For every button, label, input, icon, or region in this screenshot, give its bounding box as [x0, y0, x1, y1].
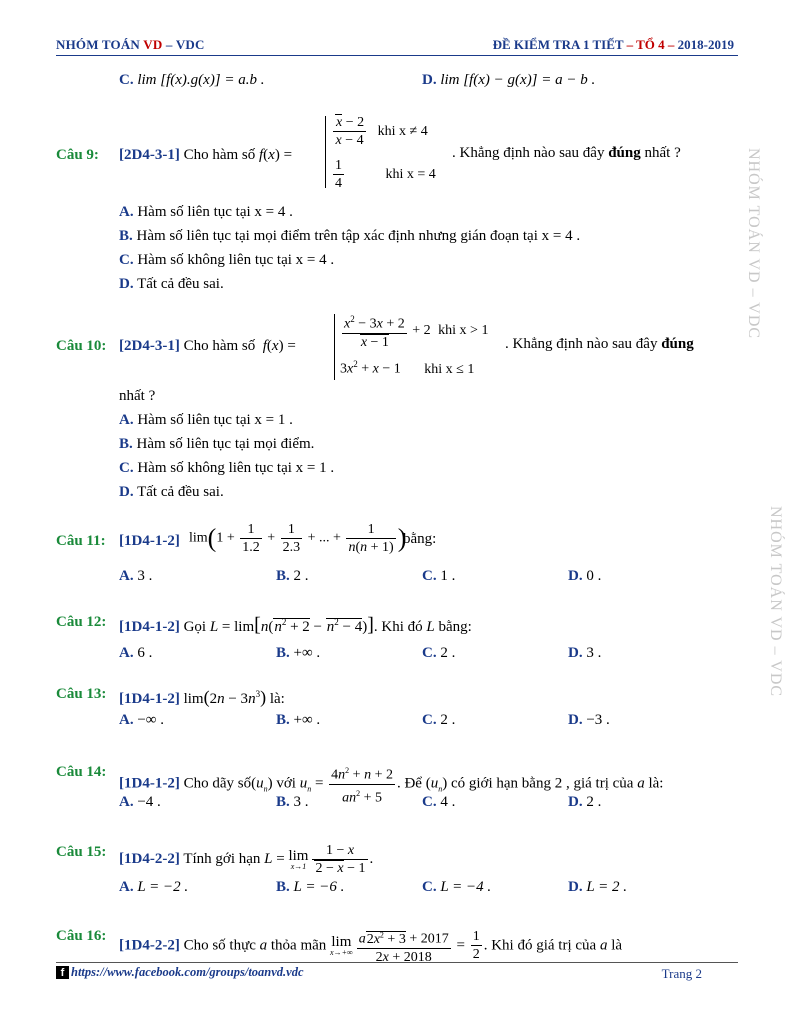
question-code: [1D4-1-2]: [119, 619, 180, 635]
question-label: Câu 10:: [56, 338, 107, 354]
q9-option-d[interactable]: D. Tất cả đều sai.: [119, 276, 224, 292]
q11-tail: bằng:: [403, 531, 437, 547]
q9-option-c[interactable]: C. Hàm số không liên tục tại x = 4 .: [119, 252, 335, 268]
q9-case2: $\frac{1}{4}$ khi x = 4: [335, 158, 436, 191]
q10-case2: $3x^2 + x - 1$ khi x ≤ 1: [340, 359, 475, 377]
q10-option-a[interactable]: A. Hàm số liên tục tại x = 1 .: [119, 412, 293, 428]
q11-option-d[interactable]: D. 0 .: [568, 568, 602, 584]
question-code: [1D4-1-2]: [119, 691, 180, 707]
q11-formula: lim(1 + $\frac{1}{1.2}$ + $\frac{1}{2.3}$ + ... + $\frac{1}{n(n + 1)}$ ): [189, 522, 407, 555]
question-label: Câu 13:: [56, 686, 107, 702]
q13-option-b[interactable]: B. +∞ .: [276, 712, 321, 728]
q9-option-a[interactable]: A. Hàm số liên tục tại x = 4 .: [119, 204, 293, 220]
watermark: NHÓM TOÁN VD – VDC: [767, 506, 784, 698]
q10-option-d[interactable]: D. Tất cả đều sai.: [119, 484, 224, 500]
q8-option-d[interactable]: D. lim [f(x) − g(x)] = a − b .: [422, 72, 596, 88]
question-label: Câu 12:: [56, 614, 107, 630]
question-code: [1D4-2-2]: [119, 850, 180, 867]
q9-option-b[interactable]: B. Hàm số liên tục tại mọi điểm trên tập xác định nhưng gián đoạn tại x = 4 .: [119, 228, 581, 244]
question-label: Câu 11:: [56, 533, 106, 549]
q9-case1: $\frac{x - 2}{x - 4}$ khi x ≠ 4: [331, 114, 428, 149]
q14-option-a[interactable]: A. −4 .: [119, 794, 161, 810]
q12-option-d[interactable]: D. 3 .: [568, 645, 602, 661]
footer-divider: [56, 962, 738, 963]
q15-option-a[interactable]: A. L = −2 .: [119, 879, 189, 895]
q14-option-b[interactable]: B. 3 .: [276, 794, 309, 810]
piecewise-brace: [325, 116, 326, 188]
header-divider: [56, 55, 738, 56]
page-number: Trang 2: [661, 966, 702, 981]
q12-option-b[interactable]: B. +∞ .: [276, 645, 321, 661]
q8-option-c-text: lim [f(x).g(x)] = a.b .: [137, 72, 265, 88]
question-code: [1D4-1-2]: [119, 533, 180, 549]
q10-case1: $\frac{x^2 - 3x + 2}{x - 1}$ + 2 khi x > 1: [340, 311, 488, 351]
q12-option-a[interactable]: A. 6 .: [119, 645, 153, 661]
q10-option-b[interactable]: B. Hàm số liên tục tại mọi điểm.: [119, 436, 315, 452]
piecewise-brace: [334, 314, 335, 380]
q13-option-d[interactable]: D. −3 .: [568, 712, 610, 728]
q13-option-c[interactable]: C. 2 .: [422, 712, 456, 728]
q14-option-d[interactable]: D. 2 .: [568, 794, 602, 810]
footer-link[interactable]: f https://www.facebook.com/groups/toanvd.vdc: [56, 965, 304, 980]
q15-option-c[interactable]: C. L = −4 .: [422, 879, 492, 895]
question-code: [2D4-3-1]: [119, 147, 180, 163]
facebook-icon: f: [56, 966, 69, 979]
q15-option-d[interactable]: D. L = 2 .: [568, 879, 628, 895]
q11-option-b[interactable]: B. 2 .: [276, 568, 309, 584]
header-group: NHÓM TOÁN VD – VDC: [56, 37, 205, 52]
question-label: Câu 15:: [56, 844, 107, 860]
q13-option-a[interactable]: A. −∞ .: [119, 712, 164, 728]
question-label: Câu 14:: [56, 764, 107, 780]
question-code: [1D4-1-2]: [119, 775, 180, 792]
question-code: [1D4-2-2]: [119, 937, 180, 954]
q11-option-a[interactable]: A. 3 .: [119, 568, 153, 584]
q10-option-c[interactable]: C. Hàm số không liên tục tại x = 1 .: [119, 460, 335, 476]
q11-option-c[interactable]: C. 1 .: [422, 568, 456, 584]
watermark: NHÓM TOÁN VD – VDC: [745, 148, 762, 340]
header-vd: VD: [143, 37, 163, 52]
q8-option-c[interactable]: C. lim [f(x).g(x)] = a.b .: [119, 72, 265, 88]
q8-option-d-text: lim [f(x) − g(x)] = a − b .: [440, 72, 596, 88]
question-label: Câu 9:: [56, 147, 99, 163]
q9-tail: . Khẳng định nào sau đây đúng nhất ?: [452, 145, 681, 161]
q10-tail: . Khẳng định nào sau đây đúng: [505, 336, 694, 352]
header-exam: ĐỀ KIỂM TRA 1 TIẾT – TỔ 4 – 2018-2019: [492, 37, 734, 52]
question-label: Câu 16:: [56, 928, 107, 944]
q12-option-c[interactable]: C. 2 .: [422, 645, 456, 661]
q15-option-b[interactable]: B. L = −6 .: [276, 879, 345, 895]
question-code: [2D4-3-1]: [119, 338, 180, 354]
q10-tail-cont: nhất ?: [119, 388, 156, 404]
q14-option-c[interactable]: C. 4 .: [422, 794, 456, 810]
